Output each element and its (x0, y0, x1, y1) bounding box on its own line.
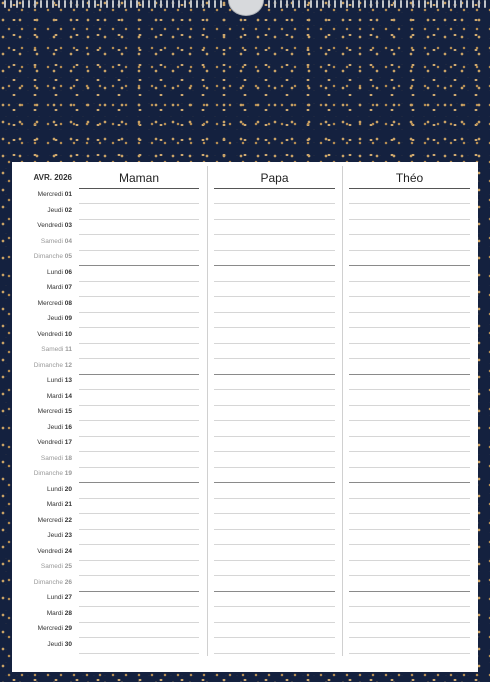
binding-ring (280, 0, 282, 8)
binding-ring (22, 0, 24, 8)
day-weekday: Mercredi (37, 299, 63, 307)
day-row-line[interactable] (79, 234, 199, 235)
day-row-line[interactable] (349, 281, 470, 282)
binding-ring (430, 0, 432, 8)
day-row-line[interactable] (79, 436, 199, 437)
day-row-line[interactable] (214, 389, 335, 390)
binding-ring (112, 0, 114, 8)
binding-ring (406, 0, 408, 8)
day-row-line[interactable] (349, 544, 470, 545)
day-row-line[interactable] (349, 358, 470, 359)
day-weekday: Dimanche (33, 470, 63, 477)
binding-ring (376, 0, 378, 8)
binding-ring (400, 0, 402, 8)
binding-ring (274, 0, 276, 8)
binding-ring (184, 0, 186, 8)
day-weekday: Mercredi (37, 625, 63, 632)
day-label (12, 408, 72, 415)
day-label (12, 238, 72, 245)
day-number: 06 (64, 268, 72, 276)
day-number: 08 (64, 299, 72, 307)
day-row-line[interactable] (214, 296, 335, 297)
day-row-line[interactable] (349, 296, 470, 297)
day-weekday: Samedi (40, 454, 63, 462)
day-number: 30 (64, 640, 72, 648)
column-separator (207, 166, 208, 656)
day-weekday: Samedi (41, 346, 64, 353)
binding-ring (40, 0, 42, 8)
day-label (12, 253, 72, 260)
day-number: 22 (64, 516, 72, 524)
binding-ring (460, 0, 462, 8)
binding-ring (190, 0, 192, 8)
binding-ring (316, 0, 318, 8)
day-weekday: Dimanche (33, 578, 63, 586)
day-number: 09 (64, 315, 72, 322)
binding-ring (292, 0, 294, 8)
binding-ring (94, 0, 96, 8)
day-label (12, 393, 72, 400)
binding-ring (394, 0, 396, 8)
day-number: 24 (64, 547, 72, 555)
day-label (12, 625, 72, 632)
day-row-line[interactable] (79, 250, 199, 251)
day-row-line[interactable] (214, 405, 335, 406)
day-row-line[interactable] (79, 389, 199, 390)
day-row-line[interactable] (349, 482, 470, 483)
day-label (12, 362, 72, 369)
day-weekday: Vendredi (37, 547, 63, 555)
day-row-line[interactable] (79, 374, 199, 375)
binding-ring (328, 0, 330, 8)
binding-ring (442, 0, 444, 8)
day-row-line[interactable] (349, 374, 470, 375)
binding-ring (418, 0, 420, 8)
day-row-line[interactable] (214, 606, 335, 607)
day-weekday: Dimanche (33, 253, 63, 260)
day-number: 10 (64, 330, 72, 338)
day-row-line[interactable] (214, 343, 335, 344)
day-row-line[interactable] (214, 281, 335, 282)
day-row-line[interactable] (79, 296, 199, 297)
day-label (12, 548, 72, 555)
day-row-line[interactable] (214, 622, 335, 623)
day-row-line[interactable] (349, 219, 470, 220)
binding-ring (118, 0, 120, 8)
binding-ring (412, 0, 414, 8)
binding-ring (28, 0, 30, 8)
binding-ring (100, 0, 102, 8)
day-row-line[interactable] (79, 203, 199, 204)
day-row-line[interactable] (349, 653, 470, 654)
day-row-line[interactable] (349, 529, 470, 530)
day-number: 12 (64, 361, 72, 369)
day-number: 05 (64, 253, 72, 260)
binding-ring (142, 0, 144, 8)
day-weekday: Lundi (47, 594, 63, 601)
day-label (12, 346, 72, 353)
day-label (12, 579, 72, 586)
day-number: 23 (64, 532, 72, 539)
day-weekday: Mardi (46, 501, 63, 508)
day-number: 26 (64, 578, 72, 586)
month-label: AVR. 2026 (33, 173, 72, 182)
column-header-rule (79, 188, 199, 189)
day-row-line[interactable] (214, 498, 335, 499)
binding-ring (202, 0, 204, 8)
binding-ring (478, 0, 480, 8)
day-weekday: Lundi (47, 268, 63, 276)
day-row-line[interactable] (349, 560, 470, 561)
day-number: 29 (64, 625, 72, 632)
day-weekday: Lundi (47, 377, 63, 384)
day-row-line[interactable] (79, 653, 199, 654)
day-row-line[interactable] (349, 405, 470, 406)
day-row-line[interactable] (214, 374, 335, 375)
day-weekday: Mercredi (37, 191, 63, 198)
binding-ring (148, 0, 150, 8)
binding-ring (130, 0, 132, 8)
binding-ring (424, 0, 426, 8)
day-number: 04 (64, 237, 72, 245)
day-weekday: Mardi (46, 284, 63, 291)
day-row-line[interactable] (79, 498, 199, 499)
day-row-line[interactable] (349, 498, 470, 499)
day-row-line[interactable] (79, 591, 199, 592)
day-number: 03 (64, 222, 72, 229)
day-label (12, 377, 72, 384)
day-row-line[interactable] (349, 591, 470, 592)
column-header-2: Théo (395, 171, 424, 185)
day-weekday: Lundi (47, 485, 63, 493)
binding-ring (178, 0, 180, 8)
day-row-line[interactable] (214, 575, 335, 576)
day-row-line[interactable] (79, 544, 199, 545)
day-weekday: Samedi (40, 563, 63, 570)
day-row-line[interactable] (79, 451, 199, 452)
binding-ring (196, 0, 198, 8)
day-row-line[interactable] (214, 436, 335, 437)
day-label (12, 563, 72, 570)
day-row-line[interactable] (79, 467, 199, 468)
day-label (12, 501, 72, 508)
day-row-line[interactable] (349, 250, 470, 251)
binding-ring (364, 0, 366, 8)
day-weekday: Mardi (46, 392, 63, 400)
day-row-line[interactable] (79, 358, 199, 359)
column-header-1: Papa (260, 171, 289, 185)
binding-ring (346, 0, 348, 8)
binding-ring (34, 0, 36, 8)
day-row-line[interactable] (349, 622, 470, 623)
day-number: 27 (64, 594, 72, 601)
day-row-line[interactable] (349, 451, 470, 452)
day-number: 21 (64, 501, 72, 508)
binding-ring (76, 0, 78, 8)
binding-ring (10, 0, 12, 8)
binding-ring (286, 0, 288, 8)
binding-ring (304, 0, 306, 8)
binding-ring (298, 0, 300, 8)
day-row-line[interactable] (79, 637, 199, 638)
day-row-line[interactable] (214, 560, 335, 561)
day-row-line[interactable] (79, 219, 199, 220)
day-row-line[interactable] (349, 234, 470, 235)
day-number: 02 (64, 206, 72, 214)
day-label (12, 610, 72, 617)
day-row-line[interactable] (214, 529, 335, 530)
binding-ring (370, 0, 372, 8)
day-weekday: Mercredi (37, 408, 63, 415)
day-row-line[interactable] (79, 265, 199, 266)
day-row-line[interactable] (214, 482, 335, 483)
day-row-line[interactable] (214, 219, 335, 220)
day-row-line[interactable] (349, 343, 470, 344)
binding-ring (334, 0, 336, 8)
day-row-line[interactable] (349, 420, 470, 421)
day-row-line[interactable] (214, 467, 335, 468)
planner-sheet (12, 162, 478, 672)
binding-ring (382, 0, 384, 8)
day-label (12, 486, 72, 493)
day-weekday: Jeudi (47, 315, 63, 322)
day-row-line[interactable] (79, 405, 199, 406)
day-row-line[interactable] (349, 436, 470, 437)
binding-ring (52, 0, 54, 8)
day-number: 28 (64, 609, 72, 617)
day-row-line[interactable] (214, 544, 335, 545)
binding-ring (136, 0, 138, 8)
day-label (12, 222, 72, 229)
day-row-line[interactable] (349, 575, 470, 576)
binding-ring (88, 0, 90, 8)
binding-ring (358, 0, 360, 8)
day-row-line[interactable] (214, 513, 335, 514)
day-number: 20 (64, 485, 72, 493)
day-row-line[interactable] (214, 637, 335, 638)
day-number: 25 (64, 563, 72, 570)
day-row-line[interactable] (79, 281, 199, 282)
day-row-line[interactable] (79, 622, 199, 623)
day-row-line[interactable] (79, 343, 199, 344)
binding-ring (352, 0, 354, 8)
column-header-rule (349, 188, 470, 189)
binding-ring (82, 0, 84, 8)
column-separator (342, 166, 343, 656)
day-row-line[interactable] (214, 203, 335, 204)
day-label (12, 641, 72, 648)
binding-ring (58, 0, 60, 8)
day-number: 18 (64, 454, 72, 462)
day-row-line[interactable] (79, 513, 199, 514)
day-row-line[interactable] (214, 234, 335, 235)
binding-ring (310, 0, 312, 8)
binding-ring (436, 0, 438, 8)
binding-ring (154, 0, 156, 8)
day-number: 17 (64, 439, 72, 446)
binding-ring (388, 0, 390, 8)
day-weekday: Mercredi (37, 516, 63, 524)
binding-ring (124, 0, 126, 8)
day-label (12, 284, 72, 291)
day-label (12, 594, 72, 601)
binding-ring (466, 0, 468, 8)
day-row-line[interactable] (79, 482, 199, 483)
binding-ring (220, 0, 222, 8)
binding-ring (160, 0, 162, 8)
day-row-line[interactable] (79, 327, 199, 328)
day-weekday: Dimanche (33, 361, 63, 369)
day-row-line[interactable] (214, 358, 335, 359)
day-row-line[interactable] (349, 467, 470, 468)
day-number: 01 (64, 191, 72, 198)
day-row-line[interactable] (349, 637, 470, 638)
day-weekday: Vendredi (37, 439, 63, 446)
binding-ring (172, 0, 174, 8)
binding-ring (70, 0, 72, 8)
day-label (12, 517, 72, 524)
day-row-line[interactable] (349, 265, 470, 266)
day-weekday: Jeudi (47, 206, 63, 214)
binding-ring (106, 0, 108, 8)
day-weekday: Samedi (40, 237, 63, 245)
day-row-line[interactable] (349, 312, 470, 313)
day-row-line[interactable] (79, 420, 199, 421)
binding-ring (64, 0, 66, 8)
day-row-line[interactable] (214, 420, 335, 421)
binding-ring (46, 0, 48, 8)
binding-ring (268, 0, 270, 8)
day-weekday: Vendredi (37, 222, 63, 229)
day-number: 16 (64, 423, 72, 431)
day-weekday: Jeudi (47, 423, 63, 431)
day-weekday: Jeudi (47, 640, 63, 648)
day-row-line[interactable] (214, 265, 335, 266)
binding-ring (208, 0, 210, 8)
day-row-line[interactable] (349, 513, 470, 514)
binding-ring (484, 0, 486, 8)
day-label (12, 424, 72, 431)
day-row-line[interactable] (214, 591, 335, 592)
binding-ring (454, 0, 456, 8)
day-label (12, 455, 72, 462)
day-number: 19 (64, 470, 72, 477)
day-row-line[interactable] (214, 327, 335, 328)
day-weekday: Jeudi (47, 532, 63, 539)
day-number: 13 (64, 377, 72, 384)
day-weekday: Vendredi (37, 330, 63, 338)
binding-ring (16, 0, 18, 8)
day-row-line[interactable] (349, 203, 470, 204)
day-row-line[interactable] (79, 575, 199, 576)
day-label (12, 191, 72, 198)
day-label (12, 331, 72, 338)
day-row-line[interactable] (79, 606, 199, 607)
day-number: 11 (65, 346, 72, 353)
binding-ring (448, 0, 450, 8)
day-row-line[interactable] (349, 327, 470, 328)
binding-ring (214, 0, 216, 8)
day-weekday: Mardi (46, 609, 63, 617)
day-row-line[interactable] (79, 529, 199, 530)
day-label (12, 300, 72, 307)
day-row-line[interactable] (349, 606, 470, 607)
day-row-line[interactable] (214, 312, 335, 313)
day-label (12, 470, 72, 477)
day-number: 15 (64, 408, 72, 415)
binding-ring (340, 0, 342, 8)
binding-ring (322, 0, 324, 8)
day-row-line[interactable] (79, 312, 199, 313)
day-row-line[interactable] (214, 250, 335, 251)
day-label (12, 207, 72, 214)
binding-ring (166, 0, 168, 8)
day-label (12, 532, 72, 539)
day-number: 07 (64, 284, 72, 291)
day-label (12, 439, 72, 446)
day-label (12, 315, 72, 322)
day-row-line[interactable] (79, 560, 199, 561)
day-row-line[interactable] (349, 389, 470, 390)
binding-ring (4, 0, 6, 8)
column-header-0: Maman (118, 171, 159, 185)
day-row-line[interactable] (214, 451, 335, 452)
day-number: 14 (64, 392, 72, 400)
binding-ring (472, 0, 474, 8)
day-row-line[interactable] (214, 653, 335, 654)
column-header-rule (214, 188, 335, 189)
day-label (12, 269, 72, 276)
